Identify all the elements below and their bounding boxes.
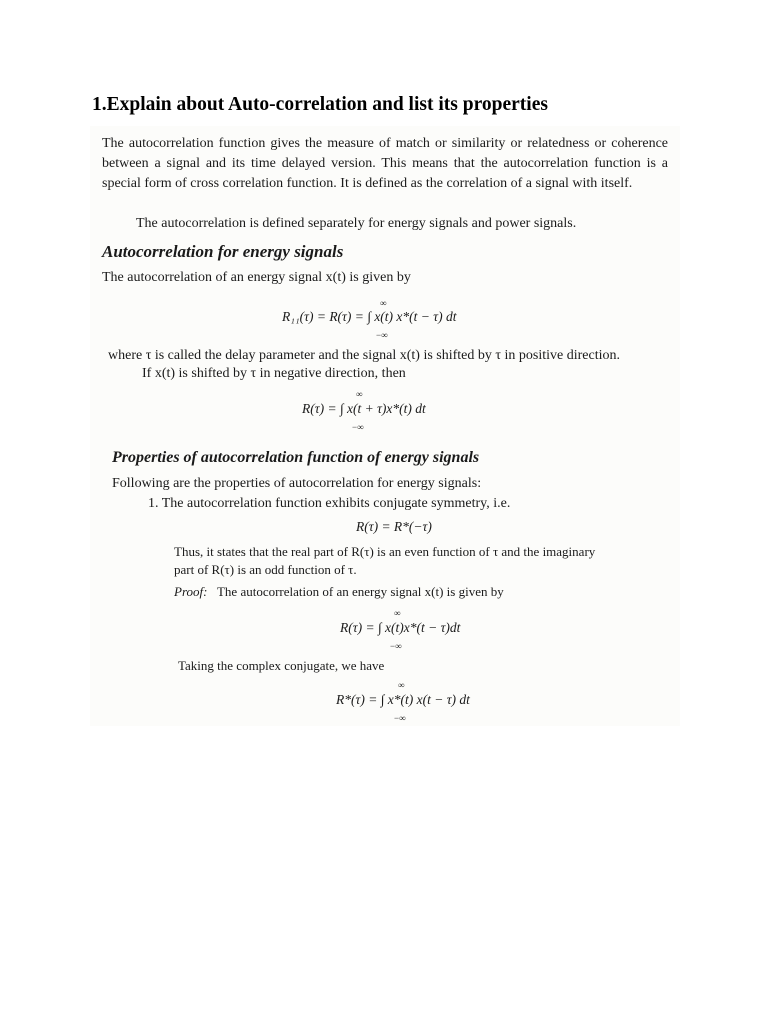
energy-autocorrelation-intro: The autocorrelation of an energy signal x(t) is given by — [102, 270, 411, 285]
equation-proof-autocorrelation — [340, 620, 460, 636]
proof-text: The autocorrelation of an energy signal x(t) is given by — [216, 584, 504, 599]
equation-text: R*(τ) = ∫ x*(t) x(t − τ) dt — [336, 692, 470, 707]
integral-lower-limit: −∞ — [376, 330, 388, 340]
integral-upper-limit: ∞ — [356, 389, 363, 399]
equation-text: R(τ) = ∫ x(t)x*(t − τ)dt — [340, 620, 461, 635]
intro-paragraph-2: The autocorrelation is defined separately for energy signals and power signals. — [136, 216, 577, 231]
proof-label: Proof: — [174, 584, 208, 599]
intro-paragraph: The autocorrelation function gives the measure of match or similarity or relatedness or coherence between a signal and its time delayed version. This means that the autocorrelation function is a special form of cross correlation function. It is defined as the correlation of a signal with itself. — [102, 136, 668, 191]
delay-parameter-text: where τ is called the delay parameter and the signal x(t) is shifted by τ in positive direction. — [108, 348, 620, 363]
integral-lower-limit: −∞ — [394, 713, 406, 723]
property-item-1: 1. The autocorrelation function exhibits conjugate symmetry, i.e. — [148, 496, 511, 511]
section-heading-properties: Properties of autocorrelation function of energy signals — [112, 449, 480, 466]
integral-lower-limit: −∞ — [390, 641, 402, 651]
equation-conjugate-symmetry: R(τ) = R*(−τ) — [356, 519, 432, 534]
equation-negative-shift — [302, 401, 426, 417]
equation-autocorrelation-definition — [282, 309, 456, 325]
integral-upper-limit: ∞ — [394, 608, 401, 618]
properties-intro-text: Following are the properties of autocorrelation for energy signals: — [112, 476, 482, 491]
integral-upper-limit: ∞ — [380, 298, 387, 308]
integral-upper-limit: ∞ — [398, 680, 405, 690]
page-title: 1.Explain about Auto-correlation and list its properties — [92, 94, 548, 115]
complex-conjugate-text: Taking the complex conjugate, we have — [178, 658, 385, 673]
equation-complex-conjugate — [336, 692, 470, 708]
equation-text: R₁₁(τ) = R(τ) = ∫ x(t) x*(t − τ) dt — [282, 309, 457, 324]
equation-text: R(τ) = ∫ x(t + τ)x*(t) dt — [302, 401, 426, 416]
section-heading-energy-signals: Autocorrelation for energy signals — [102, 242, 344, 261]
proof-line — [174, 584, 504, 600]
negative-shift-text: If x(t) is shifted by τ in negative direction, then — [142, 366, 406, 381]
property-explanation-line-1: Thus, it states that the real part of R(τ) is an even function of τ and the imaginary — [174, 544, 596, 559]
scanned-textbook-excerpt — [90, 126, 680, 726]
integral-lower-limit: −∞ — [352, 422, 364, 432]
property-explanation-line-2: part of R(τ) is an odd function of τ. — [174, 562, 357, 577]
